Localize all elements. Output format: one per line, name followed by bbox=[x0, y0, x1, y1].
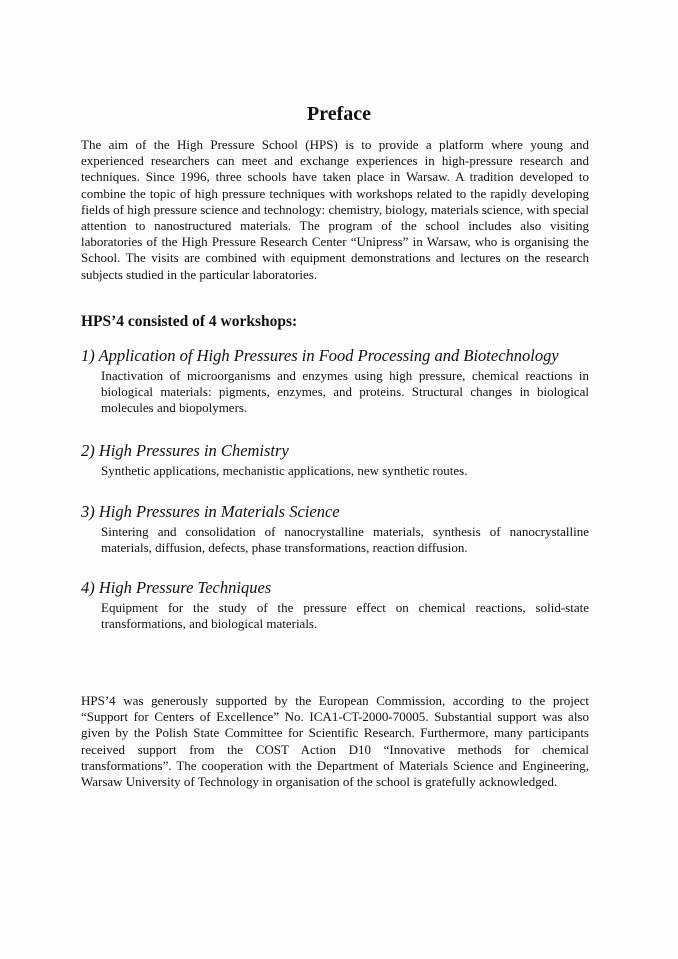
workshops-heading: HPS’4 consisted of 4 workshops: bbox=[81, 313, 298, 330]
workshop-1-title: 1) Application of High Pressures in Food Processing and Biotechnology bbox=[81, 346, 559, 365]
workshop-2-title: 2) High Pressures in Chemistry bbox=[81, 441, 289, 460]
workshop-2-description: Synthetic applications, mechanistic applications, new synthetic routes. bbox=[101, 463, 468, 478]
workshop-4-title: 4) High Pressure Techniques bbox=[81, 578, 272, 597]
workshop-3 bbox=[81, 502, 589, 556]
workshop-4-description: Equipment for the study of the pressure effect on chemical reactions, solid-state transformations, and biological materials. bbox=[101, 600, 589, 632]
workshop-1-description: Inactivation of microorganisms and enzymes using high pressure, chemical reactions in biological materials: pigments, enzymes, and proteins. Structural changes in biological molecules and biopolymers. bbox=[101, 368, 589, 416]
workshop-1 bbox=[81, 346, 589, 417]
intro-paragraph: The aim of the High Pressure School (HPS) is to provide a platform where young and experienced researchers can meet and exchange experiences in high-pressure research and techniques. Since 1996, three schools have taken place in Warsaw. A tradition developed to combine the topic of high pressure techniques with workshops related to the rapidly developing fields of high pressure science and technology: chemistry, biology, materials science, with special attention to nanostructured materials. The program of the school includes also visiting laboratories of the High Pressure Research Center “Unipress” in Warsaw, who is organising the School. The visits are combined with equipment demonstrations and lectures on the research subjects studied in the particular laboratories. bbox=[81, 137, 589, 282]
workshop-3-description: Sintering and consolidation of nanocrystalline materials, synthesis of nanocrystalline materials, diffusion, defects, phase transformations, reaction diffusion. bbox=[101, 524, 589, 556]
workshop-3-title: 3) High Pressures in Materials Science bbox=[81, 502, 340, 521]
acknowledgement-paragraph: HPS’4 was generously supported by the European Commission, according to the project “Support for Centers of Excellence” No. ICA1-CT-2000-70005. Substantial support was also given by the Polish State Committee for Scientific Research. Furthermore, many participants received support from the COST Action D10 “Innovative methods for chemical transformations”. The cooperation with the Department of Materials Science and Engineering, Warsaw University of Technology in organisation of the school is gratefully acknowledged. bbox=[81, 693, 589, 790]
page-title: Preface bbox=[306, 103, 372, 125]
workshop-2 bbox=[81, 441, 589, 479]
workshop-4 bbox=[81, 578, 589, 632]
